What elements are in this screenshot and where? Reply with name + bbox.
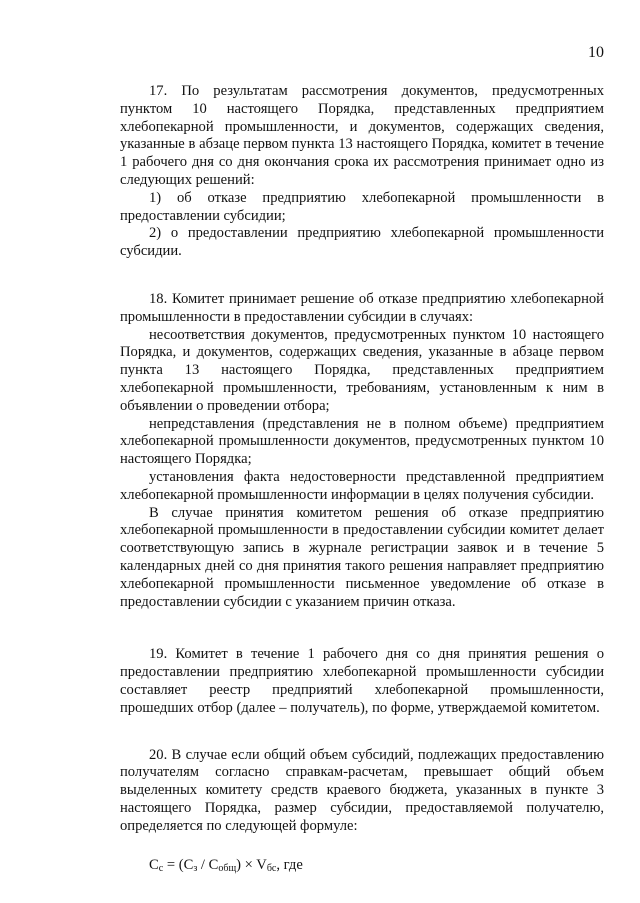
formula-tail: , где bbox=[276, 857, 303, 874]
formula-lhs: C bbox=[149, 857, 159, 874]
formula-c1-sub: з bbox=[193, 863, 198, 875]
document-body bbox=[120, 83, 604, 875]
paragraph: 20. В случае если общий объем субсидий, подлежащих предоставлению получателям согласно справкам-расчетам, превышает общий объем выделенных комитету средств краевого бюджета, указанных в пункте 3 настоящего Порядка, размер субсидии, предоставляемой получателю, определяется по следующей формуле: bbox=[120, 746, 604, 834]
formula-lhs-sub: c bbox=[158, 863, 164, 875]
formula-c2-sub: общ bbox=[218, 863, 237, 875]
formula-div: / C bbox=[197, 857, 219, 874]
formula-eq: = (C bbox=[163, 857, 194, 874]
formula-v-sub: бс bbox=[266, 863, 277, 875]
paragraph: несоответствия документов, предусмотренных пунктом 10 настоящего Порядка, и документов, содержащих сведения, указанные в абзаце первом пункта 13 настоящего Порядка, представленных предприятием хлебопекарной промышленности, требованиям, установленным к ним в объявлении о проведении отбора; bbox=[120, 326, 604, 414]
page-number: 10 bbox=[588, 44, 604, 61]
paragraph: непредставления (представления не в полном объеме) предприятием хлебопекарной промышленности документов, предусмотренных пунктом 10 настоящего Порядка; bbox=[120, 415, 604, 468]
paragraph: установления факта недостоверности представленной предприятием хлебопекарной промышленности информации в целях получения субсидии. bbox=[120, 468, 604, 503]
paragraph: 2) о предоставлении предприятию хлебопекарной промышленности субсидии. bbox=[120, 225, 604, 260]
paragraph: 18. Комитет принимает решение об отказе предприятию хлебопекарной промышленности в предоставлении субсидии в случаях: bbox=[120, 290, 604, 325]
formula-mul: ) × V bbox=[236, 857, 267, 874]
paragraph: 17. По результатам рассмотрения документов, предусмотренных пунктом 10 настоящего Порядка, представленных предприятием хлебопекарной промышленности, и документов, содержащих сведения, указанные в абзаце первом пункта 13 настоящего Порядка, комитет в течение 1 рабочего дня со дня окончания срока их рассмотрения принимает одно из следующих решений: bbox=[120, 83, 604, 188]
paragraph: 1) об отказе предприятию хлебопекарной промышленности в предоставлении субсидии; bbox=[120, 189, 604, 224]
formula bbox=[120, 857, 604, 875]
paragraph: В случае принятия комитетом решения об отказе предприятию хлебопекарной промышленности в предоставлении субсидии комитет делает соответствующую запись в журнале регистрации заявок и в течение 5 календарных дней со дня принятия такого решения направляет предприятию хлебопекарной промышленности письменное уведомление об отказе в предоставлении субсидии с указанием причин отказа. bbox=[120, 504, 604, 610]
paragraph: 19. Комитет в течение 1 рабочего дня со дня принятия решения о предоставлении предприятию хлебопекарной промышленности субсидии составляет реестр предприятий хлебопекарной промышленности, прошедших отбор (далее – получатель), по форме, утверждаемой комитетом. bbox=[120, 646, 604, 716]
